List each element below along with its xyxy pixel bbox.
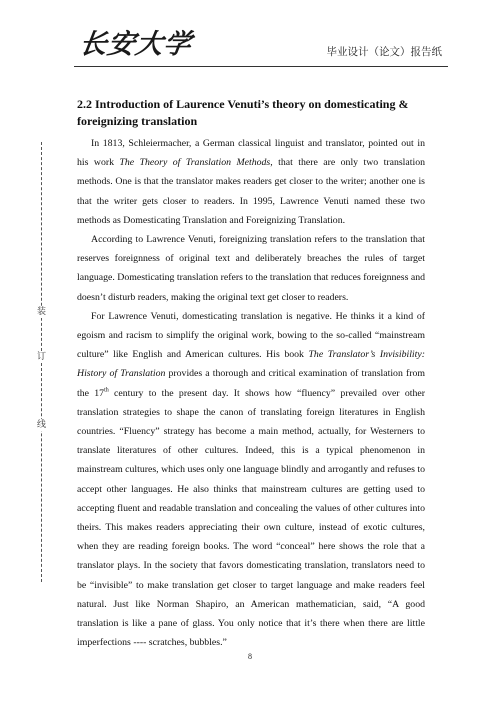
university-logo: 长安大学 bbox=[77, 29, 194, 60]
paragraph-3 bbox=[77, 307, 425, 653]
superscript-th: th bbox=[104, 387, 109, 394]
report-paper-title: 毕业设计（论文）报告纸 bbox=[326, 46, 442, 58]
header-divider bbox=[74, 66, 448, 67]
paragraph-1-text-a: In 1813, Schleiermacher, a German classical linguist and translator, pointed out in his work bbox=[77, 138, 425, 169]
paragraph-1-text-b: , that there are only two translation methods. One is that the translator makes readers get closer to the writer; another one is that the writer gets closer to readers. In 1995, Lawrence Venuti named these two methods as Domesticating Translation and Foreignizing Translation. bbox=[77, 157, 425, 226]
paragraph-3-text-c: century to the present day. It shows how “fluency” prevailed over other translation strategies to shape the canon of translating foreign literatures in English countries. “Fluency” strategy has become a main method, actually, for Westerners to translate literatures of other cultures. Indeed, this is a typical phenomenon in mainstream cultures, which uses only one language blindly and arrogantly and refuses to accept other languages. He also thinks that mainstream cultures are getting used to accepting fluent and readable translation and concealing the values of other cultures into theirs. This makes readers appreciating their own culture, instead of exotic cultures, when they are reading foreign books. The word “conceal” here shows the role that a translator plays. In the society that favors domesticating translation, translators need to be “invisible” to make translation get closer to target language and make readers feel natural. Just like Norman Shapiro, an American mathematician, said, “A good translation is like a pane of glass. You only notice that it’s there when there are little imperfections ---- scratches, bubbles.” bbox=[77, 387, 426, 649]
paragraph-1 bbox=[77, 134, 425, 230]
document-body bbox=[77, 96, 425, 652]
section-heading: 2.2 Introduction of Laurence Venuti’s theory on domesticating & foreignizing translation bbox=[77, 97, 409, 128]
book-title-translation-methods: The Theory of Translation Methods bbox=[119, 157, 271, 169]
paragraph-3-text-a: For Lawrence Venuti, domesticating translation is negative. He thinks it a kind of egoism and racism to simplify the original work, bowing to the so-called “mainstream culture” like English and American cultures. His book bbox=[77, 310, 425, 361]
paragraph-3-text-b: provides a thorough and critical examination of translation from the 17 bbox=[77, 368, 425, 399]
binding-char-zhuang: 装 bbox=[36, 307, 46, 317]
book-title-translators-invisibility: The Translator’s Invisibility: History of Translation bbox=[77, 349, 425, 380]
paragraph-2: According to Lawrence Venuti, foreignizing translation refers to the translation that reserves foreignness of original text and deliberately breaches the rules of target language. Domesticating translation refers to the translation that reduces foreignness and doesn’t disturb readers, making the original text get closer to readers. bbox=[77, 234, 425, 303]
binding-char-ding: 订 bbox=[36, 352, 46, 362]
page-number: 8 bbox=[248, 652, 252, 661]
binding-char-xian: 线 bbox=[36, 420, 46, 430]
